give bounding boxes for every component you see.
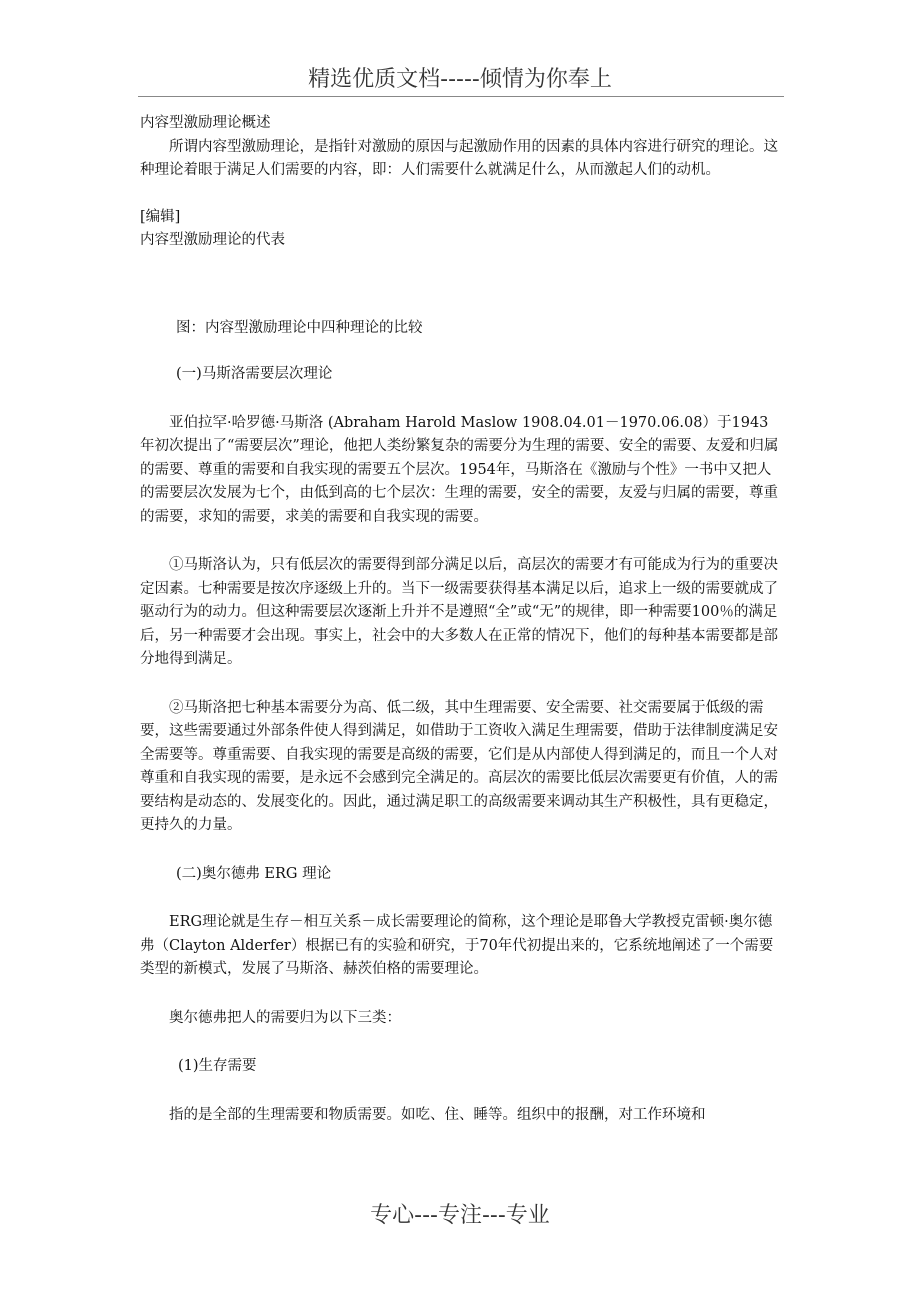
document-body (140, 112, 780, 1127)
section-title: 内容型激励理论的代表 (140, 232, 285, 248)
heading-overview: 内容型激励理论概述 (140, 115, 271, 131)
figure-caption: 图：内容型激励理论中四种理论的比较 (176, 319, 423, 336)
maslow-paragraph-2: ①马斯洛认为，只有低层次的需要得到部分满足以后，高层次的需要才有可能成为行为的重要决定因素。七种需要是按次序逐级上升的。当下一级需要获得基本满足以后，追求上一级的需要就成了驱动行为的动力。但这种需要层次逐渐上升并不是遵照“全”或“无”的规律，即一种需要100％的满足后，另一种需要才会出现。事实上，社会中的大多数人在正常的情况下，他们的每种基本需要都是部分地得到满足。 (140, 557, 778, 667)
edit-link[interactable]: [编辑] (140, 208, 181, 225)
maslow-paragraph-1: 亚伯拉罕·哈罗德·马斯洛 (Abraham Harold Maslow 1908.04.01－1970.06.08）于1943年初次提出了“需要层次”理论，他把人类纷繁复杂的需要分为生理的需要、安全的需要、友爱和归属的需要、尊重的需要和自我实现的需要五个层次。1954年，马斯洛在《激励与个性》一书中又把人的需要层次发展为七个，由低到高的七个层次：生理的需要，安全的需要，友爱与归属的需要，尊重的需要，求知的需要，求美的需要和自我实现的需要。 (140, 414, 779, 525)
erg-paragraph-1: ERG理论就是生存－相互关系－成长需要理论的简称，这个理论是耶鲁大学教授克雷顿·奥尔德弗（Clayton Alderfer）根据已有的实验和研究，于70年代初提出来的，它系统地阐述了一个需要类型的新模式，发展了马斯洛、赫茨伯格的需要理论。 (140, 914, 774, 977)
header-divider (138, 96, 784, 97)
erg-heading: (二)奥尔德弗 ERG 理论 (176, 865, 332, 882)
page-footer-text: 专心---专注---专业 (370, 1203, 550, 1228)
erg-item-1-text: 指的是全部的生理需要和物质需要。如吃、住、睡等。组织中的报酬，对工作环境和 (169, 1106, 706, 1123)
maslow-paragraph-3: ②马斯洛把七种基本需要分为高、低二级，其中生理需要、安全需要、社交需要属于低级的需要，这些需要通过外部条件使人得到满足，如借助于工资收入满足生理需要，借助于法律制度满足安全需要等。尊重需要、自我实现的需要是高级的需要，它们是从内部使人得到满足的，而且一个人对尊重和自我实现的需要，是永远不会感到完全满足的。高层次的需要比低层次需要更有价值，人的需要结构是动态的、发展变化的。因此，通过满足职工的高级需要来调动其生产积极性，具有更稳定，更持久的力量。 (140, 699, 778, 833)
page-header-title: 精选优质文档-----倾情为你奉上 (308, 67, 612, 92)
erg-item-1-heading: (1)生存需要 (178, 1058, 257, 1074)
maslow-heading: (一)马斯洛需要层次理论 (176, 366, 333, 382)
erg-paragraph-2: 奥尔德弗把人的需要归为以下三类： (169, 1009, 401, 1026)
intro-paragraph: 所谓内容型激励理论，是指针对激励的原因与起激励作用的因素的具体内容进行研究的理论。这种理论着眼于满足人们需要的内容，即：人们需要什么就满足什么，从而激起人们的动机。 (140, 138, 778, 178)
